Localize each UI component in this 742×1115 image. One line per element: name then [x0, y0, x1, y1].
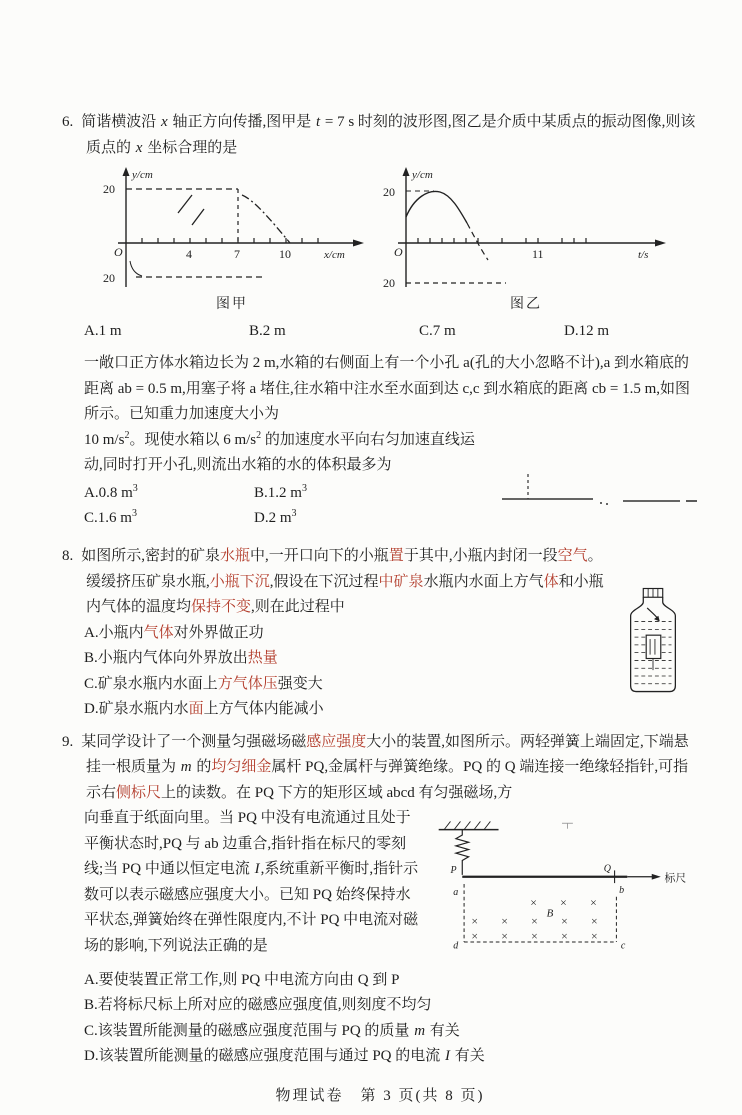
question-9-stem-text: 某同学设计了一个测量匀强磁场磁感应强度大小的装置,如图所示。两轻弹簧上端固定,下端悬挂一根质量为 m 的均匀细金属杆 PQ,金属杆与弹簧绝缘。PQ 的 Q 端连接一绝缘轻指针,可指示右侧标尺上的读数。在 PQ 下方的矩形区域 abcd 有匀强磁场,方 — [81, 733, 689, 801]
svg-text:×: × — [561, 930, 568, 944]
jia-y-minus: 20 — [103, 271, 115, 285]
q6-option-a: A.1 m — [84, 322, 122, 339]
vibration-graph-yi — [376, 165, 676, 293]
question-9-number: 9. — [62, 733, 74, 750]
svg-text:×: × — [591, 930, 598, 944]
q7-option-c: C.1.6 $m^3$ — [84, 508, 137, 527]
question-8-left — [62, 544, 618, 723]
question-8 — [62, 544, 698, 723]
figure-jia-caption: 图甲 — [216, 297, 248, 312]
figure-yi-caption: 图乙 — [510, 297, 542, 312]
label-c: c — [620, 940, 626, 952]
jia-tick-10: 10 — [279, 247, 291, 261]
question-6-stem-text: 简谐横波沿 x 轴正方向传播,图甲是 t = 7 s 时刻的波形图,图乙是介质中某质点的振动图像,则该质点的 x 坐标合理的是 — [81, 114, 696, 156]
svg-text:×: × — [531, 915, 538, 929]
svg-text:×: × — [561, 915, 568, 929]
jia-y-plus: 20 — [103, 182, 115, 196]
svg-text:×: × — [471, 930, 478, 944]
q7-option-d: D.2 $m^3$ — [254, 508, 297, 527]
water-bottle-figure — [618, 586, 688, 696]
svg-text:×: × — [471, 915, 478, 929]
jia-ylabel: y/cm — [132, 169, 153, 181]
page-content — [62, 110, 698, 1109]
question-6-stem — [62, 110, 698, 161]
question-7-figure — [498, 428, 698, 538]
magnetic-field-apparatus-figure — [426, 810, 698, 958]
question-9-figure — [426, 806, 698, 968]
yi-ylabel: y/cm — [412, 169, 433, 181]
question-8-number: 8. — [62, 548, 74, 565]
svg-text:×: × — [501, 930, 508, 944]
question-6-options — [62, 319, 698, 345]
q9-option-d: D.该装置所能测量的磁感应强度范围与通过 PQ 的电流 I 有关 — [84, 1048, 485, 1065]
label-B: B — [546, 907, 554, 920]
jia-tick-7: 7 — [234, 247, 240, 261]
svg-text:×: × — [590, 896, 597, 910]
q6-option-c: C.7 m — [419, 322, 456, 339]
q7-option-b: B.1.2 $m^3$ — [254, 482, 307, 501]
q7-option-a: A.0.8 $m^3$ — [84, 482, 138, 501]
q6-option-b: B.2 m — [249, 322, 286, 339]
waveform-graph-jia — [92, 165, 372, 293]
svg-text:×: × — [560, 896, 567, 910]
q9-option-b: B.若将标尺标上所对应的磁感应强度值,则刻度不均匀 — [84, 997, 432, 1014]
svg-text:×: × — [530, 896, 537, 910]
jia-origin: O — [114, 245, 123, 259]
question-7-stem-part2: 10 $m/s^2$。现使水箱以 6 $m/s^2$ 的加速度水平向右匀加速直线运动,同时打开小孔,则流出水箱的水的体积最多为 — [84, 429, 475, 474]
question-9-stem-part2: 向垂直于纸面向里。当 PQ 中没有电流通过且处于平衡状态时,PQ 与 ab 边重合,指针指在标尺的零刻线;当 PQ 中通以恒定电流 I,系统重新平衡时,指针示数可以表示磁感应强度大小。已知 PQ 始终保持水平状态,弹簧始终在弹性限度内,不计 PQ 中电流对磁场的影响,下列说法正确的是 — [84, 810, 419, 954]
question-8-body — [62, 544, 698, 723]
q8-option-a: A.小瓶内气体对外界做正功 — [84, 624, 264, 641]
jia-tick-4: 4 — [186, 247, 192, 261]
question-7 — [62, 351, 698, 537]
svg-text:×: × — [501, 915, 508, 929]
label-Q: Q — [603, 863, 611, 875]
q9-option-c: C.该装置所能测量的磁感应强度范围与 PQ 的质量 m 有关 — [84, 1022, 460, 1039]
question-7-stem-part1: 一敞口正方体水箱边长为 2 m,水箱的右侧面上有一个小孔 a(孔的大小忽略不计),a 到水箱底的距离 ab = 0.5 m,用塞子将 a 堵住,往水箱中注水至水面到达 c,c 到水箱底的距离 cb = 1.5 m,如图所示。已知重力加速度大小为 — [84, 355, 691, 423]
question-7-left — [62, 428, 498, 532]
question-8-stem-text: 如图所示,密封的矿泉水瓶中,一开口向下的小瓶置于其中,小瓶内封闭一段空气。缓缓挤压矿泉水瓶,小瓶下沉,假设在下沉过程中矿泉水瓶内水面上方气体和小瓶内气体的温度均保持不变,则在此过程中 — [81, 548, 604, 616]
svg-text:×: × — [531, 930, 538, 944]
label-P: P — [450, 865, 457, 877]
question-6-number: 6. — [62, 114, 74, 130]
page-footer: 物理试卷 第 3 页(共 8 页) — [275, 1087, 485, 1104]
yi-y-plus: 20 — [383, 185, 395, 199]
figure-yi — [376, 165, 676, 317]
q9-option-a: A.要使装置正常工作,则 PQ 中电流方向由 Q 到 P — [84, 971, 400, 988]
yi-tick-11: 11 — [532, 247, 544, 261]
question-7-body — [62, 428, 698, 538]
svg-text:×: × — [591, 915, 598, 929]
question-9-body — [62, 806, 698, 968]
q8-option-c: C.矿泉水瓶内水面上方气体压强变大 — [84, 675, 323, 692]
question-9 — [62, 730, 698, 1070]
jia-xlabel: x/cm — [324, 249, 345, 261]
yi-xlabel: t/s — [638, 249, 649, 261]
label-d: d — [453, 940, 459, 952]
question-7-options — [62, 481, 492, 532]
yi-origin: O — [394, 245, 403, 259]
yi-y-minus: 20 — [383, 276, 395, 290]
question-8-figure — [618, 544, 698, 706]
question-9-stem-part1 — [62, 730, 698, 807]
label-b: b — [619, 885, 625, 897]
figure-jia — [92, 165, 372, 317]
label-scale: 标尺 — [664, 872, 687, 885]
label-a: a — [453, 887, 459, 899]
q8-option-d: D.矿泉水瓶内水面上方气体内能减小 — [84, 701, 324, 718]
question-6-figures — [62, 165, 698, 317]
q6-option-d: D.12 m — [564, 322, 609, 339]
water-tank-figure — [498, 468, 698, 528]
question-6 — [62, 110, 698, 344]
q8-option-b: B.小瓶内气体向外界放出热量 — [84, 650, 278, 667]
question-8-stem — [62, 544, 610, 621]
